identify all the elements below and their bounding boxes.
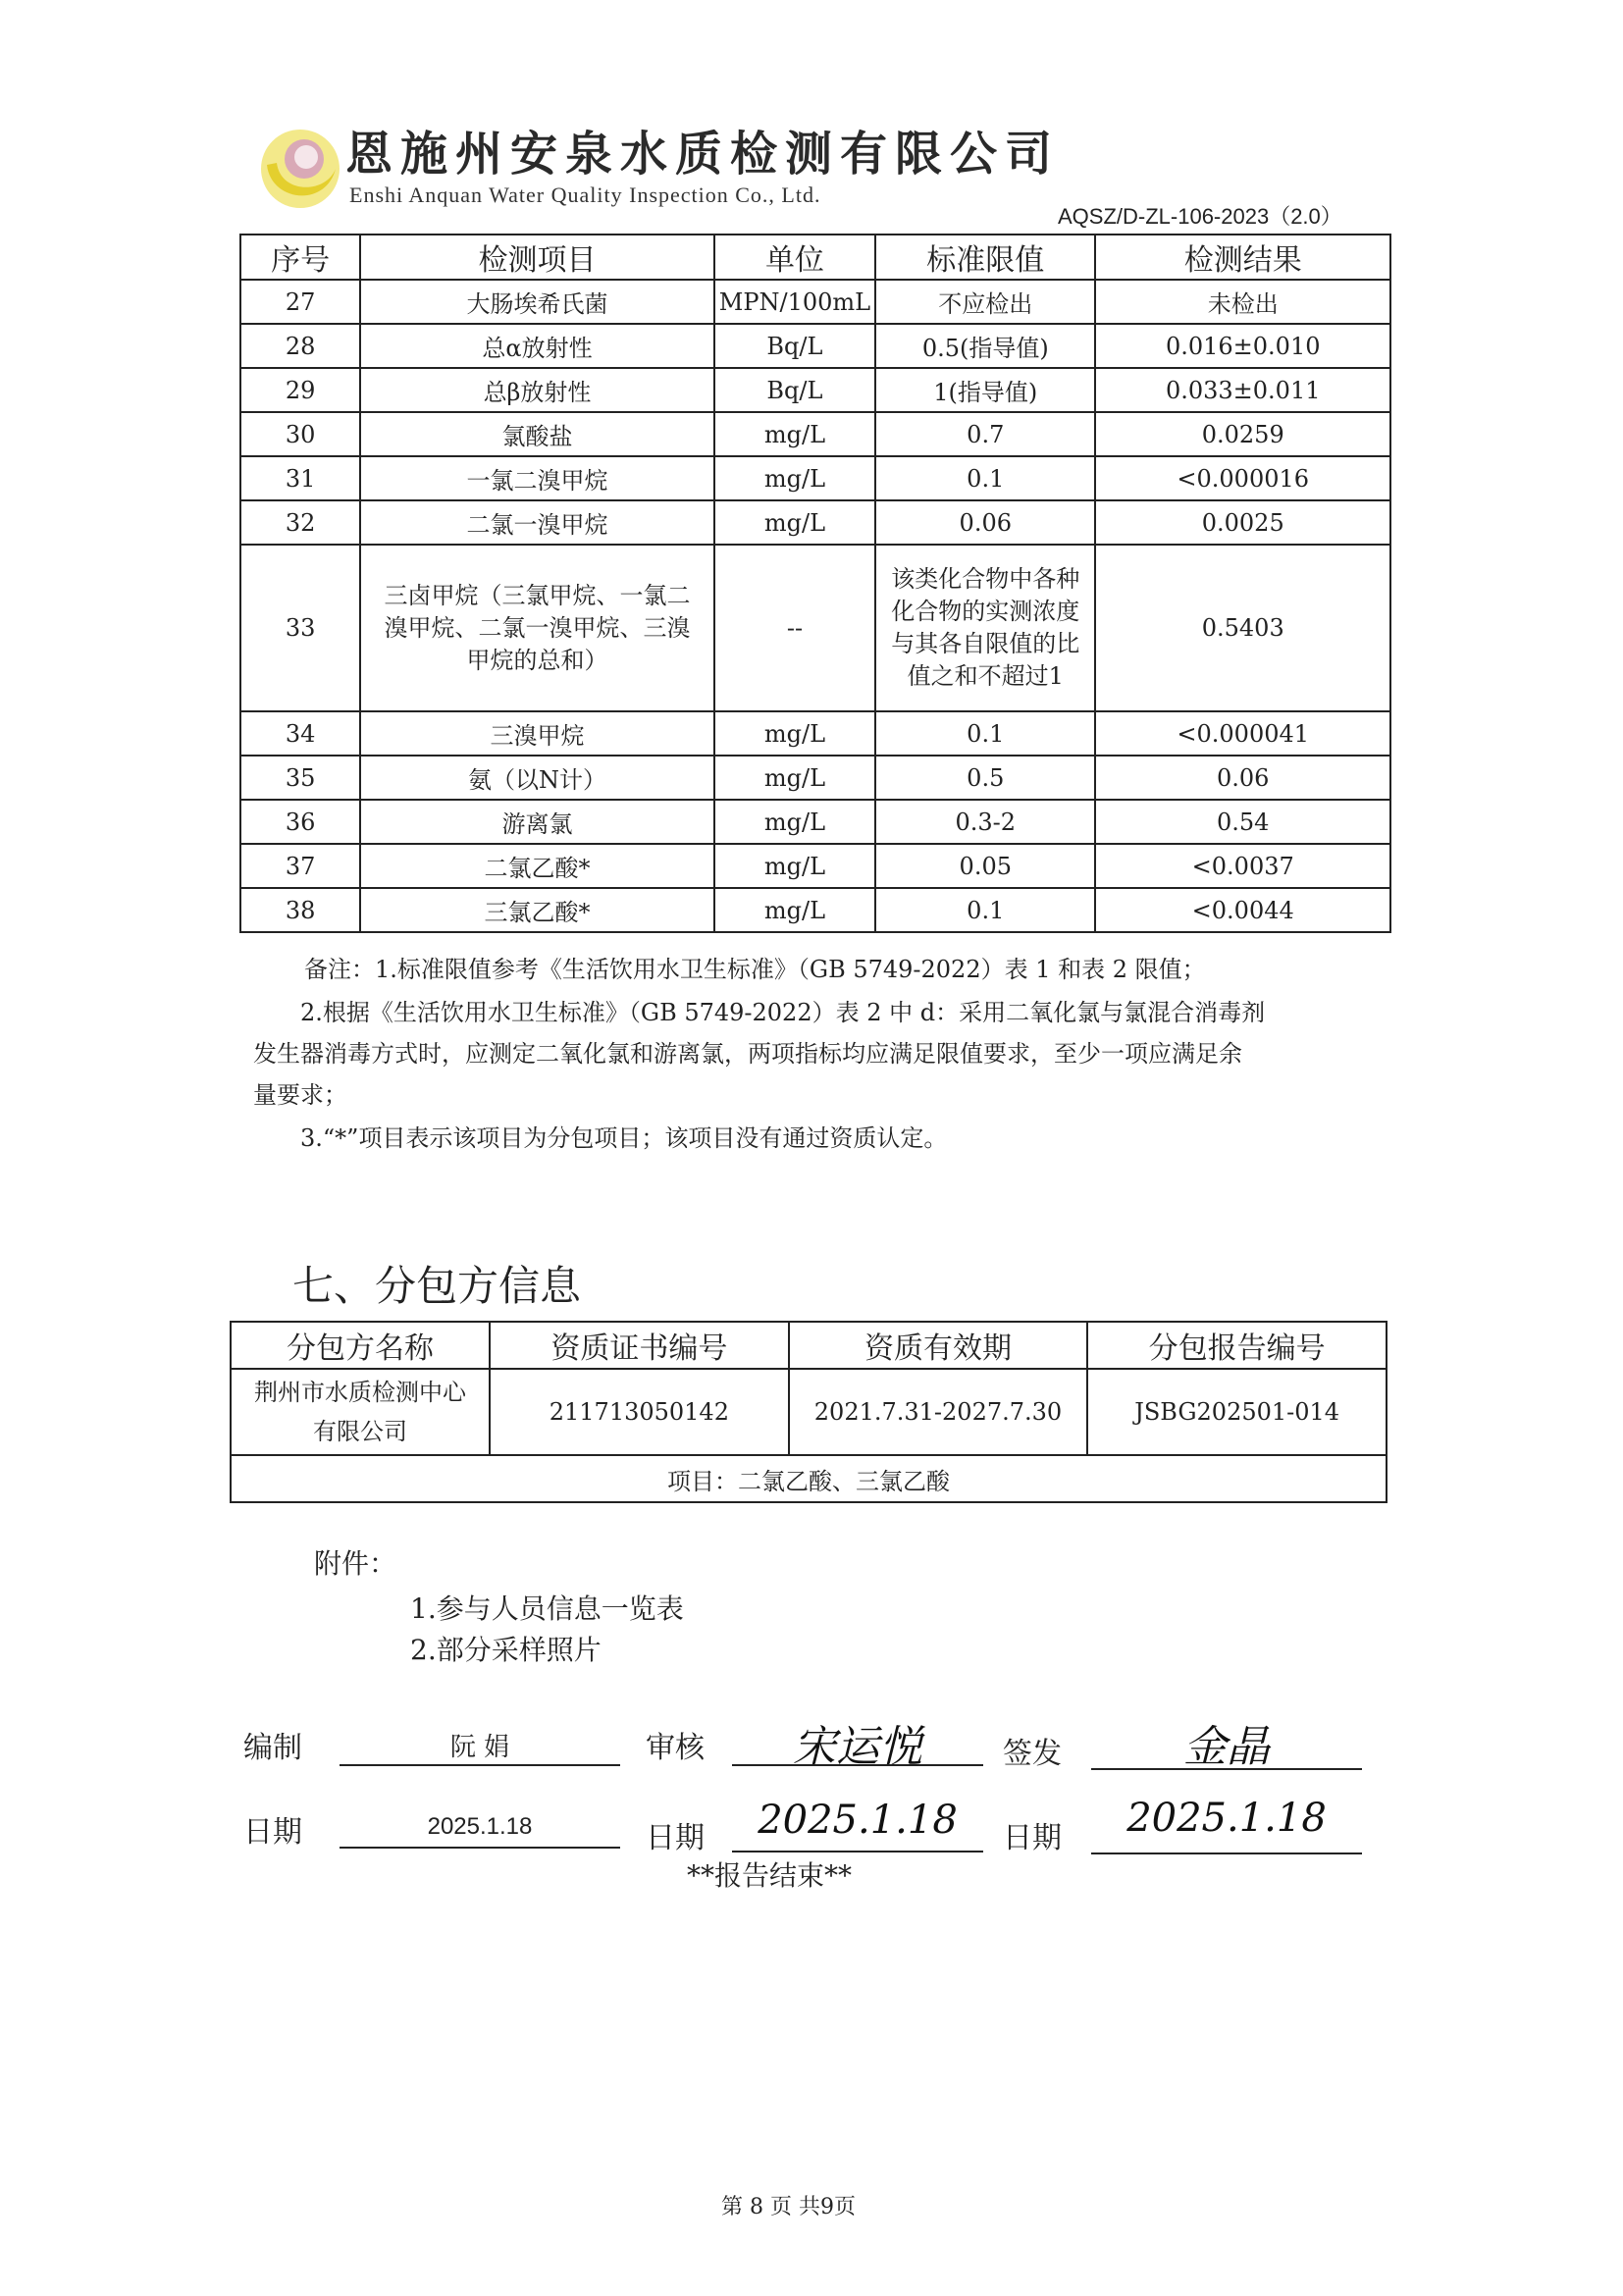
page-number: 第 8 页 共9页 [721, 2195, 856, 2219]
cell-limit: 0.1 [875, 711, 1095, 756]
compile-date: 2025.1.18 [427, 1813, 533, 1840]
cell-unit: -- [714, 545, 875, 711]
cell-limit: 0.05 [875, 844, 1095, 888]
cell-result: <0.000016 [1095, 456, 1390, 500]
issue-date: 2025.1.18 [1126, 1796, 1327, 1841]
review-date: 2025.1.18 [758, 1798, 958, 1843]
review-label: 审核 [646, 1731, 705, 1765]
cell-limit: 0.5 [875, 756, 1095, 800]
note-line-4: 量要求； [253, 1081, 347, 1109]
issue-date-underline [1091, 1852, 1362, 1854]
table-row [240, 324, 1390, 368]
cell-limit: 0.3-2 [875, 800, 1095, 844]
cell-item: 二氯乙酸* [360, 844, 714, 888]
cell-no: 37 [240, 844, 360, 888]
cell-limit: 0.1 [875, 456, 1095, 500]
attachment-item: 2.部分采样照片 [410, 1634, 602, 1666]
cell-item: 三卤甲烷（三氯甲烷、一氯二溴甲烷、二氯一溴甲烷、三溴甲烷的总和） [360, 545, 714, 711]
note-line-5: 3.“*”项目表示该项目为分包项目；该项目没有通过资质认定。 [300, 1124, 948, 1152]
header-cell: 检测项目 [360, 235, 714, 280]
company-name-cn: 恩施州安泉水质检测有限公司 [345, 127, 1061, 182]
cell-result: <0.000041 [1095, 711, 1390, 756]
table-row [240, 800, 1390, 844]
compile-name: 阮 娟 [449, 1733, 510, 1762]
company-logo [257, 126, 343, 212]
table-row [240, 412, 1390, 456]
cell-unit: mg/L [714, 756, 875, 800]
cell-unit: Bq/L [714, 324, 875, 368]
cell-no: 38 [240, 888, 360, 932]
compile-date-underline [340, 1847, 620, 1849]
cell-no: 28 [240, 324, 360, 368]
cell-limit: 0.7 [875, 412, 1095, 456]
review-date-underline [732, 1851, 983, 1852]
cell-limit: 该类化合物中各种化合物的实测浓度与其各自限值的比值之和不超过1 [875, 545, 1095, 711]
subcontractor-name: 荆州市水质检测中心有限公司 [231, 1369, 490, 1455]
compile-underline [340, 1764, 620, 1766]
cell-no: 36 [240, 800, 360, 844]
review-date-label: 日期 [646, 1821, 705, 1855]
cell-item: 游离氯 [360, 800, 714, 844]
report-number: JSBG202501-014 [1087, 1369, 1387, 1455]
issue-underline [1091, 1768, 1362, 1770]
review-underline [732, 1764, 983, 1766]
table-row [231, 1455, 1387, 1502]
issue-date-label: 日期 [1003, 1821, 1062, 1855]
table-header-row [240, 235, 1390, 280]
table-row [240, 456, 1390, 500]
cell-result: 0.54 [1095, 800, 1390, 844]
cell-unit: mg/L [714, 412, 875, 456]
cell-no: 34 [240, 711, 360, 756]
cell-result: 0.5403 [1095, 545, 1390, 711]
results-table [239, 234, 1391, 933]
cell-no: 30 [240, 412, 360, 456]
table-row [240, 280, 1390, 324]
cell-limit: 0.5(指导值) [875, 324, 1095, 368]
table-row [240, 756, 1390, 800]
cell-unit: mg/L [714, 844, 875, 888]
note-line-2: 2.根据《生活饮用水卫生标准》（GB 5749-2022）表 2 中 d：采用二氧化氯与氯混合消毒剂 [300, 999, 1266, 1026]
cell-limit: 1(指导值) [875, 368, 1095, 412]
cell-result: 0.0259 [1095, 412, 1390, 456]
company-name-en: Enshi Anquan Water Quality Inspection Co., Ltd. [349, 183, 821, 207]
cell-unit: mg/L [714, 800, 875, 844]
compile-label: 编制 [243, 1731, 302, 1765]
table-row [240, 500, 1390, 545]
issue-signature: 金晶 [1183, 1722, 1270, 1772]
header-cell: 序号 [240, 235, 360, 280]
table-row [240, 888, 1390, 932]
subcontract-project: 项目：二氯乙酸、三氯乙酸 [231, 1455, 1387, 1502]
cell-unit: MPN/100mL [714, 280, 875, 324]
cell-result: 0.06 [1095, 756, 1390, 800]
cell-item: 三溴甲烷 [360, 711, 714, 756]
table-row [240, 711, 1390, 756]
cell-unit: mg/L [714, 500, 875, 545]
attachments-title: 附件： [314, 1547, 397, 1580]
cell-limit: 0.06 [875, 500, 1095, 545]
table-row [231, 1369, 1387, 1455]
cell-no: 35 [240, 756, 360, 800]
cell-item: 总β放射性 [360, 368, 714, 412]
cell-result: 0.0025 [1095, 500, 1390, 545]
note-line-3: 发生器消毒方式时，应测定二氧化氯和游离氯，两项指标均应满足限值要求，至少一项应满足余 [253, 1040, 1242, 1068]
table-row [240, 844, 1390, 888]
header-cell: 标准限值 [875, 235, 1095, 280]
cell-item: 三氯乙酸* [360, 888, 714, 932]
cell-item: 大肠埃希氏菌 [360, 280, 714, 324]
cell-result: <0.0044 [1095, 888, 1390, 932]
note-line-1: 备注：1.标准限值参考《生活饮用水卫生标准》（GB 5749-2022）表 1 和表 2 限值； [304, 956, 1206, 983]
table-header-row [231, 1322, 1387, 1369]
cell-result: 0.033±0.011 [1095, 368, 1390, 412]
table-row [240, 545, 1390, 711]
section-title: 七、分包方信息 [292, 1262, 582, 1310]
attachment-item: 1.参与人员信息一览表 [410, 1592, 684, 1625]
header-cell: 分包方名称 [231, 1322, 490, 1369]
cell-item: 氨（以N计） [360, 756, 714, 800]
header-cell: 单位 [714, 235, 875, 280]
cell-unit: mg/L [714, 711, 875, 756]
cell-unit: mg/L [714, 456, 875, 500]
compile-date-label: 日期 [243, 1815, 302, 1850]
cell-item: 一氯二溴甲烷 [360, 456, 714, 500]
cell-no: 31 [240, 456, 360, 500]
review-signature: 宋运悦 [793, 1722, 922, 1772]
cell-unit: Bq/L [714, 368, 875, 412]
header-cell: 分包报告编号 [1087, 1322, 1387, 1369]
document-code: AQSZ/D-ZL-106-2023（2.0） [1058, 204, 1342, 229]
cell-result: 0.016±0.010 [1095, 324, 1390, 368]
cell-result: 未检出 [1095, 280, 1390, 324]
cell-limit: 不应检出 [875, 280, 1095, 324]
cert-number: 211713050142 [490, 1369, 789, 1455]
validity-period: 2021.7.31-2027.7.30 [789, 1369, 1088, 1455]
header-cell: 资质有效期 [789, 1322, 1088, 1369]
cell-result: <0.0037 [1095, 844, 1390, 888]
cell-item: 二氯一溴甲烷 [360, 500, 714, 545]
header-cell: 资质证书编号 [490, 1322, 789, 1369]
cell-no: 27 [240, 280, 360, 324]
issue-label: 签发 [1003, 1737, 1062, 1771]
cell-no: 29 [240, 368, 360, 412]
cell-unit: mg/L [714, 888, 875, 932]
cell-no: 32 [240, 500, 360, 545]
cell-limit: 0.1 [875, 888, 1095, 932]
table-row [240, 368, 1390, 412]
cell-item: 总α放射性 [360, 324, 714, 368]
cell-no: 33 [240, 545, 360, 711]
subcontract-table [230, 1321, 1387, 1503]
cell-item: 氯酸盐 [360, 412, 714, 456]
report-end-mark: **报告结束** [687, 1859, 853, 1892]
header-cell: 检测结果 [1095, 235, 1390, 280]
